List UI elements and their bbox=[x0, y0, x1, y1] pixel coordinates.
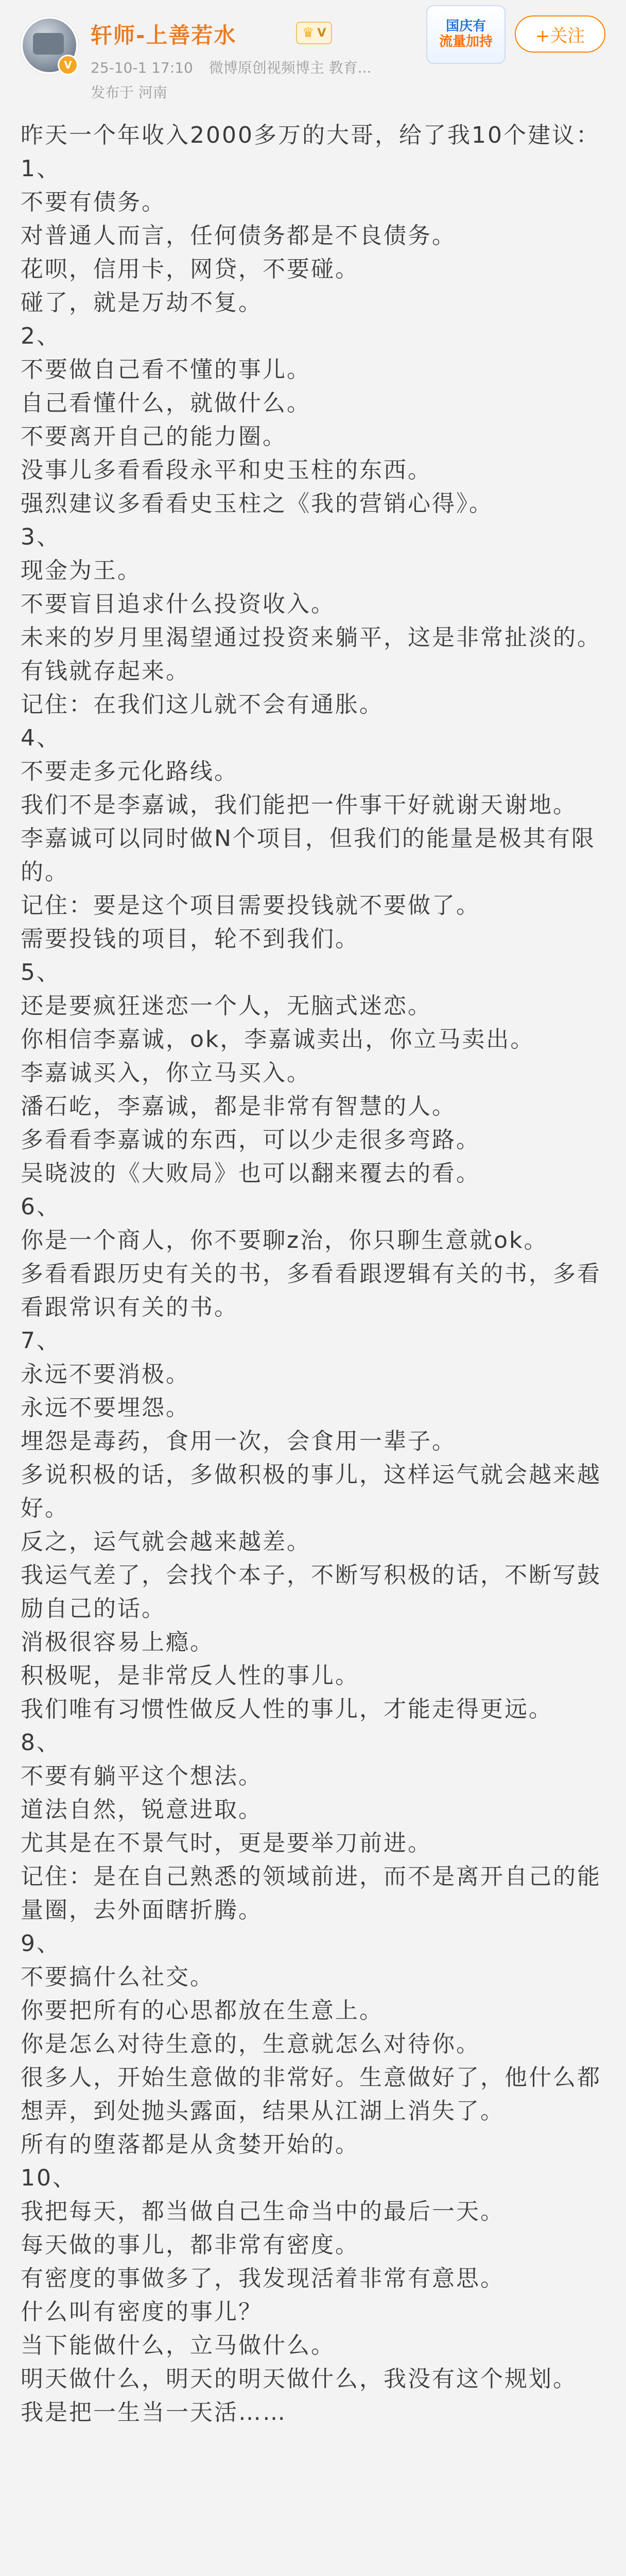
author-name[interactable]: 轩师-上善若水 bbox=[91, 23, 237, 48]
post-text-line: 需要投钱的项目，轮不到我们。 bbox=[21, 926, 359, 952]
post-text-line: 花呗，信用卡，网贷，不要碰。 bbox=[21, 256, 359, 282]
post-text-line: 永远不要消极。 bbox=[21, 1361, 190, 1387]
post-text-line: 3、 bbox=[21, 524, 61, 550]
event-badge-line2: 流量加持 bbox=[439, 34, 493, 49]
verified-badge-icon: V bbox=[58, 55, 78, 75]
post-text-line: 多看看李嘉诚的东西，可以少走很多弯路。 bbox=[21, 1127, 480, 1153]
post-text-line: 消极很容易上瘾。 bbox=[21, 1629, 214, 1655]
post-text-line: 现金为王。 bbox=[21, 557, 142, 584]
crown-icon: ♛ bbox=[302, 25, 315, 41]
post-text-line: 9、 bbox=[21, 1930, 61, 1957]
post-text-line: 什么叫有密度的事儿？ bbox=[21, 2299, 263, 2325]
post-text-line: 记住：要是这个项目需要投钱就不要做了。 bbox=[21, 892, 480, 919]
post-text-line: 10、 bbox=[21, 2165, 77, 2191]
post-header bbox=[0, 0, 626, 118]
post-body bbox=[0, 118, 626, 2429]
post-text-line: 李嘉诚可以同时做N个项目，但我们的能量是极其有限的。 bbox=[21, 825, 596, 885]
post-text-line: 不要有躺平这个想法。 bbox=[21, 1763, 263, 1789]
post-text-line: 李嘉诚买入，你立马买入。 bbox=[21, 1060, 311, 1086]
author-description: 微博原创视频博主 教育... bbox=[208, 59, 372, 76]
post-meta bbox=[91, 57, 382, 77]
post-text-line: 有钱就存起来。 bbox=[21, 658, 190, 684]
event-badge[interactable] bbox=[426, 5, 506, 64]
level-badge bbox=[296, 22, 332, 44]
post-text-line: 7、 bbox=[21, 1328, 61, 1354]
post-text-line: 碰了，就是万劫不复。 bbox=[21, 290, 263, 316]
post-text-line: 自己看懂什么，就做什么。 bbox=[21, 390, 311, 416]
post-text-line: 积极呢，是非常反人性的事儿。 bbox=[21, 1663, 359, 1689]
post-location: 发布于 河南 bbox=[91, 84, 167, 101]
post-text-line: 反之，运气就会越来越差。 bbox=[21, 1529, 311, 1555]
post-text-line: 8、 bbox=[21, 1730, 61, 1756]
post-text-line: 不要搞什么社交。 bbox=[21, 1964, 214, 1990]
post-text-line: 6、 bbox=[21, 1194, 61, 1220]
post-text-line: 吴晓波的《大败局》也可以翻来覆去的看。 bbox=[21, 1160, 480, 1187]
post-text-line: 明天做什么，明天的明天做什么，我没有这个规划。 bbox=[21, 2366, 577, 2392]
follow-button[interactable]: +关注 bbox=[515, 15, 605, 53]
post-text-line: 道法自然，锐意进取。 bbox=[21, 1797, 263, 1823]
post-text-line: 你相信李嘉诚，ok，李嘉诚卖出，你立马卖出。 bbox=[21, 1026, 535, 1053]
post-text-line: 你要把所有的心思都放在生意上。 bbox=[21, 1997, 384, 2024]
post-text-line: 记住：在我们这儿就不会有通胀。 bbox=[21, 691, 384, 718]
post-text-line: 永远不要埋怨。 bbox=[21, 1395, 190, 1421]
post-text-line: 4、 bbox=[21, 725, 61, 751]
post-text-line: 不要走多元化路线。 bbox=[21, 758, 238, 785]
post-text-line: 很多人，开始生意做的非常好。生意做好了，他什么都想弄，到处抛头露面，结果从江湖上消失了。 bbox=[21, 2064, 601, 2124]
post-text-line: 不要盲目追求什么投资收入。 bbox=[21, 591, 335, 617]
post-text-line: 埋怨是毒药，食用一次，会食用一辈子。 bbox=[21, 1428, 456, 1454]
post-text-line: 5、 bbox=[21, 959, 61, 986]
post-text-line: 1、 bbox=[21, 156, 61, 182]
post-text-line: 我把每天，都当做自己生命当中的最后一天。 bbox=[21, 2198, 505, 2225]
post-text-line: 我是把一生当一天活…… bbox=[21, 2399, 287, 2426]
post-text-line: 不要离开自己的能力圈。 bbox=[21, 423, 287, 450]
post-text-line: 对普通人而言，任何债务都是不良债务。 bbox=[21, 223, 456, 249]
post-text-line: 尤其是在不景气时，更是要举刀前进。 bbox=[21, 1830, 432, 1856]
post-text-line: 我运气差了，会找个本子，不断写积极的话，不断写鼓励自己的话。 bbox=[21, 1562, 601, 1622]
post-date: 25-10-1 17:10 bbox=[91, 59, 193, 76]
post-text-line: 多看看跟历史有关的书，多看看跟逻辑有关的书，多看看跟常识有关的书。 bbox=[21, 1261, 601, 1320]
post-text-line: 不要做自己看不懂的事儿。 bbox=[21, 357, 311, 383]
level-badge-label: V bbox=[317, 26, 326, 40]
post-text-line: 未来的岁月里渴望通过投资来躺平，这是非常扯淡的。 bbox=[21, 624, 601, 651]
post-text-line: 有密度的事做多了，我发现活着非常有意思。 bbox=[21, 2265, 505, 2292]
post-text-line: 还是要疯狂迷恋一个人，无脑式迷恋。 bbox=[21, 993, 432, 1019]
post-text-line: 2、 bbox=[21, 323, 61, 349]
post-text-line: 我们唯有习惯性做反人性的事儿，才能走得更远。 bbox=[21, 1696, 553, 1722]
post-text-line: 你是怎么对待生意的，生意就怎么对待你。 bbox=[21, 2031, 480, 2057]
post-text-line: 不要有债务。 bbox=[21, 189, 166, 215]
post-text-line: 当下能做什么，立马做什么。 bbox=[21, 2332, 335, 2359]
post-text-line: 多说积极的话，多做积极的事儿，这样运气就会越来越好。 bbox=[21, 1462, 601, 1521]
post-text-line: 昨天一个年收入2000多万的大哥，给了我10个建议： bbox=[21, 122, 600, 148]
event-badge-line1: 国庆有 bbox=[445, 19, 486, 35]
post-text-line: 强烈建议多看看史玉柱之《我的营销心得》。 bbox=[21, 490, 493, 517]
post-text-line: 记住：是在自己熟悉的领域前进，而不是离开自己的能量圈，去外面瞎折腾。 bbox=[21, 1863, 601, 1923]
post-text-line: 没事儿多看看段永平和史玉柱的东西。 bbox=[21, 457, 432, 483]
post-text-line: 潘石屹，李嘉诚，都是非常有智慧的人。 bbox=[21, 1093, 456, 1120]
post-text-line: 每天做的事儿，都非常有密度。 bbox=[21, 2232, 359, 2258]
post-text-line: 我们不是李嘉诚，我们能把一件事干好就谢天谢地。 bbox=[21, 792, 577, 818]
post-text-line: 你是一个商人，你不要聊z治，你只聊生意就ok。 bbox=[21, 1227, 548, 1253]
post-text-line: 所有的堕落都是从贪婪开始的。 bbox=[21, 2131, 359, 2158]
